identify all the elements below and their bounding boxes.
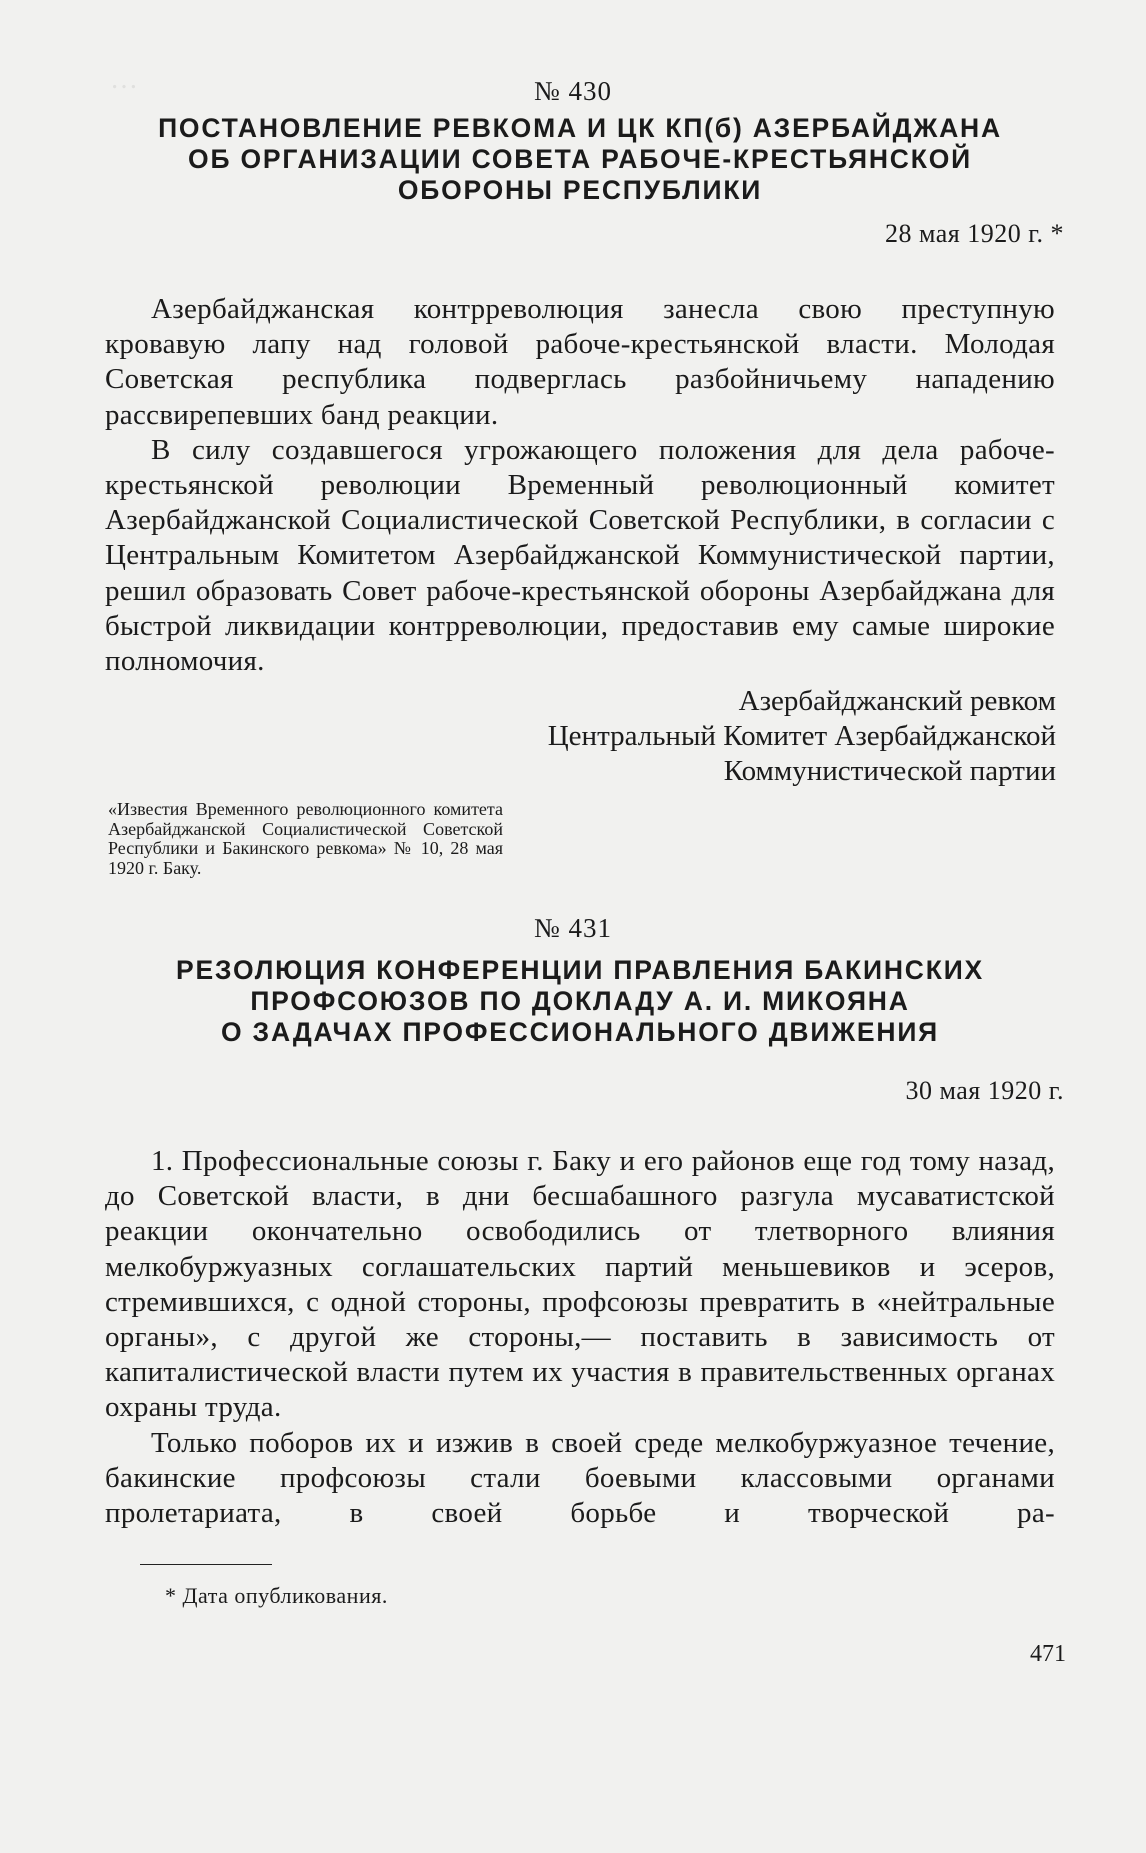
title-line: ОБОРОНЫ РЕСПУБЛИКИ	[397, 175, 763, 205]
title-line: ПОСТАНОВЛЕНИЕ РЕВКОМА И ЦК КП(б) АЗЕРБАЙДЖАНА	[158, 113, 1002, 143]
footnote-divider	[140, 1564, 272, 1565]
document-body-431	[105, 1144, 1055, 1531]
paragraph: В силу создавшегося угрожающего положения для дела рабоче-крестьянской революции Временный революционный комитет Азербайджанской Социалистической Советской Республики, в согласии с Центральным Комитетом Азербайджанской Коммунистической партии, решил образовать Совет рабоче-крестьянской обороны Азербайджана для быстрой ликвидации контрреволюции, предоставив ему самые широкие полномочия.	[105, 433, 1055, 678]
document-number-430: № 430	[533, 76, 612, 106]
title-line: ПРОФСОЮЗОВ ПО ДОКЛАДУ А. И. МИКОЯНА	[250, 986, 910, 1016]
signature-line: Центральный Комитет Азербайджанской	[547, 720, 1056, 752]
paragraph: 1. Профессиональные союзы г. Баку и его районов еще год тому назад, до Советской власти, в дни бесшабашного разгула мусаватистской реакции окончательно освободились от тлетворного влияния мелкобуржуазных соглашательских партий меньшевиков и эсеров, стремившихся, с одной стороны, профсоюзы превратить в «нейтральные органы», с другой же стороны,— поставить в зависимость от капиталистической власти путем их участия в правительственных органах охраны труда.	[105, 1145, 1055, 1424]
paragraph: Только поборов их и изжив в своей среде мелкобуржуазное течение, бакинские профсоюзы стали боевыми классовыми органами пролетариата, в своей борьбе и творческой ра-	[105, 1426, 1055, 1530]
title-line: РЕЗОЛЮЦИЯ КОНФЕРЕНЦИИ ПРАВЛЕНИЯ БАКИНСКИХ	[175, 955, 985, 985]
document-date-430: 28 мая 1920 г. *	[884, 219, 1064, 248]
signatures	[548, 684, 1056, 789]
bleed-through-text: …	[110, 64, 138, 95]
signature-line: Коммунистической партии	[723, 755, 1056, 787]
document-date-431: 30 мая 1920 г.	[905, 1076, 1064, 1105]
document-body-430	[105, 292, 1055, 679]
source-citation: «Известия Временного революционного комитета Азербайджанской Социалистической Советской Республики и Бакинского ревкома» № 10, 28 мая 1920 г. Баку.	[108, 799, 503, 878]
title-line: ОБ ОРГАНИЗАЦИИ СОВЕТА РАБОЧЕ-КРЕСТЬЯНСКОЙ	[188, 144, 972, 174]
page-number: 471	[1030, 1641, 1066, 1667]
title-line: О ЗАДАЧАХ ПРОФЕССИОНАЛЬНОГО ДВИЖЕНИЯ	[220, 1017, 940, 1047]
document-number-431: № 431	[533, 913, 612, 943]
footnote: * Дата опубликования.	[165, 1583, 388, 1608]
document-title-431	[100, 955, 1060, 1048]
document-title-430	[100, 113, 1060, 206]
paragraph: Азербайджанская контрреволюция занесла свою преступную кровавую лапу над головой рабоче-крестьянской власти. Молодая Советская республика подверглась разбойничьему нападению рассвирепевших банд реакции.	[105, 293, 1055, 431]
signature-line: Азербайджанский ревком	[738, 685, 1056, 717]
